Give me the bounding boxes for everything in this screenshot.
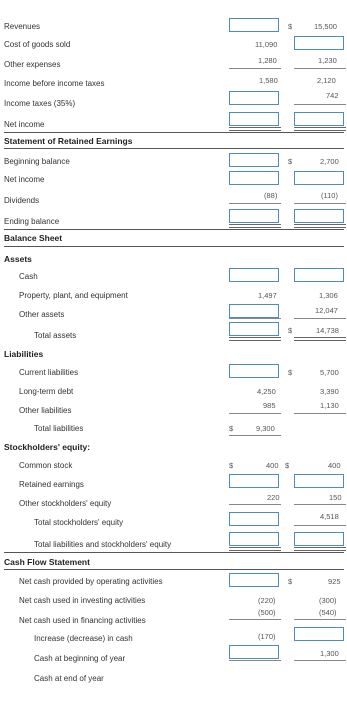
underline — [294, 104, 346, 105]
double-underline — [229, 337, 281, 338]
dividends-value-col2: (110) — [321, 191, 338, 200]
total-liabilities-label: Total liabilities — [34, 424, 84, 433]
other-assets-value-col2: 12,047 — [315, 306, 338, 315]
underline — [294, 504, 346, 505]
cash-beginning-value-col2: 1,300 — [320, 649, 339, 658]
double-underline — [294, 127, 346, 128]
other-assets-label: Other assets — [19, 310, 65, 319]
cash-flow-header: Cash Flow Statement — [4, 557, 90, 567]
re-net-income-input-col2[interactable] — [294, 171, 344, 185]
common-stock-value-col2: 400 — [328, 461, 341, 470]
total-liab-se-input-col1[interactable] — [229, 532, 279, 546]
total-assets-dollar-col2: $ — [288, 326, 293, 335]
long-term-debt-label: Long-term debt — [19, 387, 74, 396]
total-liab-se-input-col2[interactable] — [294, 532, 344, 546]
cogs-value-col1: 11,090 — [255, 40, 278, 49]
section-divider — [4, 148, 344, 149]
underline — [294, 68, 346, 69]
other-liabilities-label: Other liabilities — [19, 406, 72, 415]
underline — [229, 504, 281, 505]
financing-value-col1: (500) — [258, 608, 276, 617]
underline — [229, 660, 281, 661]
double-underline — [294, 547, 346, 548]
underline — [294, 413, 346, 414]
other-expenses-label: Other expenses — [4, 60, 61, 69]
underline — [229, 318, 281, 319]
underline — [229, 413, 281, 414]
dividends-value-col1: (88) — [264, 191, 278, 200]
other-liabilities-value-col2: 1,130 — [320, 401, 339, 410]
net-income-input-col2[interactable] — [294, 112, 344, 126]
other-expenses-value-col1: 1,280 — [258, 56, 277, 65]
beginning-balance-label: Beginning balance — [4, 157, 70, 166]
investing-value-col2: (300) — [319, 596, 337, 605]
double-underline — [294, 224, 346, 225]
income-before-taxes-label: Income before income taxes — [4, 79, 105, 88]
current-liabilities-dollar-col2: $ — [288, 368, 293, 377]
common-stock-label: Common stock — [19, 461, 73, 470]
common-stock-dollar-col1: $ — [229, 461, 234, 470]
dividends-label: Dividends — [4, 196, 40, 205]
re-net-income-input-col1[interactable] — [229, 171, 279, 185]
ppe-value-col1: 1,497 — [258, 291, 277, 300]
revenues-label: Revenues — [4, 22, 41, 31]
retained-earnings-header: Statement of Retained Earnings — [4, 136, 133, 146]
operating-dollar-col2: $ — [288, 577, 293, 586]
section-divider — [4, 569, 344, 570]
total-se-input-col1[interactable] — [229, 512, 279, 526]
beginning-balance-value-col2: 2,700 — [320, 157, 339, 166]
income-taxes-value-col2: 742 — [326, 91, 339, 100]
retained-earnings-input-col1[interactable] — [229, 474, 279, 488]
ppe-label: Property, plant, and equipment — [19, 291, 128, 300]
common-stock-value-col1: 400 — [266, 461, 279, 470]
cash-input-col2[interactable] — [294, 268, 344, 282]
cash-beginning-label: Cash at beginning of year — [34, 654, 126, 663]
underline — [294, 619, 346, 620]
increase-input-col2[interactable] — [294, 627, 344, 641]
liabilities-header: Liabilities — [4, 349, 44, 359]
beginning-balance-input-col1[interactable] — [229, 153, 279, 167]
increase-label: Increase (decrease) in cash — [34, 634, 133, 643]
balance-sheet-header: Balance Sheet — [4, 233, 63, 243]
retained-earnings-label: Retained earnings — [19, 480, 84, 489]
income-taxes-input-col1[interactable] — [229, 91, 279, 105]
cash-label: Cash — [19, 272, 38, 281]
total-assets-value-col2: 14,738 — [316, 326, 339, 335]
assets-header: Assets — [4, 254, 32, 264]
financing-value-col2: (540) — [319, 608, 337, 617]
section-divider — [4, 229, 344, 230]
double-underline — [229, 224, 281, 225]
other-liabilities-value-col1: 985 — [263, 401, 276, 410]
current-liabilities-input-col1[interactable] — [229, 364, 279, 378]
current-liabilities-label: Current liabilities — [19, 368, 79, 377]
cash-beginning-input-col1[interactable] — [229, 645, 279, 659]
double-underline — [294, 340, 346, 341]
double-underline — [229, 130, 281, 131]
beginning-balance-dollar-col2: $ — [288, 157, 293, 166]
other-assets-input-col1[interactable] — [229, 304, 279, 318]
financing-label: Net cash used in financing activities — [19, 616, 146, 625]
increase-value-col1: (170) — [258, 632, 276, 641]
double-underline — [294, 227, 346, 228]
ending-balance-input-col1[interactable] — [229, 209, 279, 223]
total-assets-input-col1[interactable] — [229, 322, 279, 336]
investing-value-col1: (220) — [258, 596, 276, 605]
other-se-value-col2: 150 — [329, 493, 342, 502]
double-underline — [294, 550, 346, 551]
underline — [294, 203, 346, 204]
underline — [294, 318, 346, 319]
cash-end-label: Cash at end of year — [34, 674, 104, 683]
double-underline — [294, 130, 346, 131]
stockholders-equity-header: Stockholders' equity: — [4, 442, 91, 452]
section-divider — [4, 552, 344, 553]
cogs-label: Cost of goods sold — [4, 40, 71, 49]
net-income-label: Net income — [4, 120, 45, 129]
income-taxes-label: Income taxes (35%) — [4, 99, 76, 108]
underline — [229, 435, 281, 436]
net-income-input-col1[interactable] — [229, 112, 279, 126]
underline — [229, 203, 281, 204]
other-se-value-col1: 220 — [267, 493, 280, 502]
total-se-value-col2: 4,518 — [320, 512, 339, 521]
common-stock-dollar-col2: $ — [285, 461, 290, 470]
current-liabilities-value-col2: 5,700 — [320, 368, 339, 377]
investing-label: Net cash used in investing activities — [19, 596, 146, 605]
revenues-dollar-col2: $ — [288, 22, 293, 31]
double-underline — [229, 547, 281, 548]
double-underline — [229, 227, 281, 228]
total-liabilities-value-col1: 9,300 — [256, 424, 275, 433]
other-expenses-value-col2: 1,230 — [318, 56, 337, 65]
revenues-value-col2: 15,500 — [314, 22, 337, 31]
revenues-input-col1[interactable] — [229, 18, 279, 32]
double-underline — [229, 550, 281, 551]
retained-earnings-input-col2[interactable] — [294, 474, 344, 488]
double-underline — [229, 127, 281, 128]
total-assets-label: Total assets — [34, 331, 77, 340]
ending-balance-input-col2[interactable] — [294, 209, 344, 223]
total-liabilities-dollar-col1: $ — [229, 424, 234, 433]
long-term-debt-value-col1: 4,250 — [257, 387, 276, 396]
underline — [294, 660, 346, 661]
other-se-label: Other stockholders' equity — [19, 499, 112, 508]
underline — [229, 619, 281, 620]
total-liab-se-label: Total liabilities and stockholders' equity — [34, 540, 172, 549]
section-divider — [4, 132, 344, 133]
ppe-value-col2: 1,306 — [319, 291, 338, 300]
underline — [229, 68, 281, 69]
double-underline — [229, 340, 281, 341]
income-before-taxes-value-col2: 2,120 — [317, 76, 336, 85]
long-term-debt-value-col2: 3,390 — [320, 387, 339, 396]
cogs-input-col2[interactable] — [294, 36, 344, 50]
operating-label: Net cash provided by operating activities — [19, 577, 163, 586]
ending-balance-label: Ending balance — [4, 217, 60, 226]
operating-value-col2: 925 — [328, 577, 341, 586]
section-divider — [4, 246, 344, 247]
cash-input-col1[interactable] — [229, 268, 279, 282]
income-before-taxes-value-col1: 1,580 — [259, 76, 278, 85]
double-underline — [294, 337, 346, 338]
underline — [294, 525, 346, 526]
operating-input-col1[interactable] — [229, 573, 279, 587]
total-se-label: Total stockholders' equity — [34, 518, 124, 527]
re-net-income-label: Net income — [4, 175, 45, 184]
